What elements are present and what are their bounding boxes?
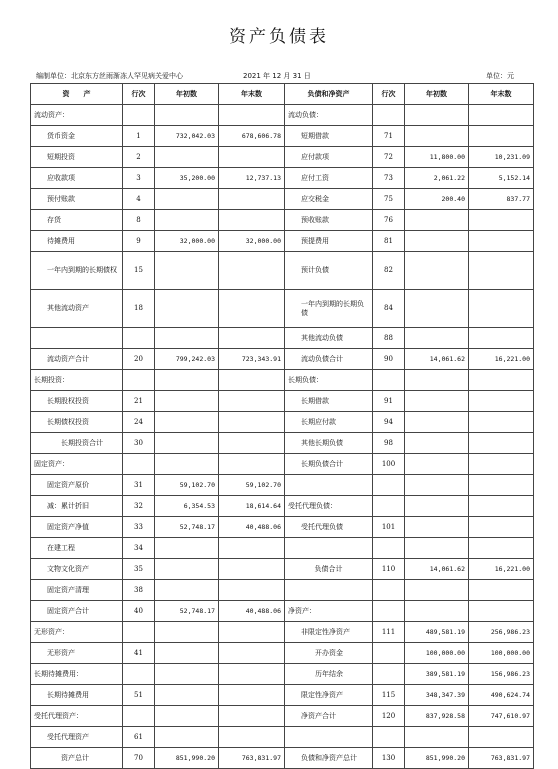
asset-end-value: 723,343.91 bbox=[219, 349, 285, 370]
asset-line-no: 24 bbox=[123, 412, 155, 433]
asset-item: 待摊费用 bbox=[31, 231, 123, 252]
asset-item: 受托代理资产 bbox=[31, 727, 123, 748]
asset-item: 无形资产 bbox=[31, 643, 123, 664]
liability-item: 流动负债合计 bbox=[285, 349, 373, 370]
liability-begin-value bbox=[405, 727, 469, 748]
liability-item: 其他流动负债 bbox=[285, 328, 373, 349]
asset-end-value bbox=[219, 189, 285, 210]
liability-item: 负债和净资产总计 bbox=[285, 748, 373, 769]
asset-end-value: 32,000.00 bbox=[219, 231, 285, 252]
liability-item: 负债合计 bbox=[285, 559, 373, 580]
asset-end-value bbox=[219, 454, 285, 475]
asset-end-value bbox=[219, 147, 285, 168]
liability-item: 短期借款 bbox=[285, 126, 373, 147]
liability-item: 一年内到期的长期负债 bbox=[285, 290, 373, 328]
liability-line-no: 88 bbox=[373, 328, 405, 349]
asset-line-no bbox=[123, 706, 155, 727]
liability-begin-value bbox=[405, 328, 469, 349]
asset-line-no bbox=[123, 664, 155, 685]
asset-line-no: 32 bbox=[123, 496, 155, 517]
asset-end-value bbox=[219, 210, 285, 231]
asset-begin-value bbox=[155, 454, 219, 475]
liability-line-no: 110 bbox=[373, 559, 405, 580]
liability-item bbox=[285, 538, 373, 559]
liability-line-no: 71 bbox=[373, 126, 405, 147]
liability-line-no bbox=[373, 105, 405, 126]
liability-item: 长期负债合计 bbox=[285, 454, 373, 475]
asset-item: 资产总计 bbox=[31, 748, 123, 769]
liability-end-value: 10,231.09 bbox=[469, 147, 534, 168]
liability-end-value bbox=[469, 727, 534, 748]
table-row bbox=[31, 727, 534, 748]
liability-item: 受托代理负债： bbox=[285, 496, 373, 517]
liability-line-no: 91 bbox=[373, 391, 405, 412]
liability-line-no: 130 bbox=[373, 748, 405, 769]
liability-line-no: 76 bbox=[373, 210, 405, 231]
liability-line-no: 111 bbox=[373, 622, 405, 643]
table-row bbox=[31, 147, 534, 168]
liability-begin-value: 14,061.62 bbox=[405, 559, 469, 580]
liability-item: 长期应付款 bbox=[285, 412, 373, 433]
table-row bbox=[31, 210, 534, 231]
asset-end-value bbox=[219, 370, 285, 391]
asset-line-no bbox=[123, 328, 155, 349]
liability-end-value bbox=[469, 580, 534, 601]
asset-end-value: 12,737.13 bbox=[219, 168, 285, 189]
liability-begin-value: 389,581.19 bbox=[405, 664, 469, 685]
asset-begin-value bbox=[155, 559, 219, 580]
liability-line-no: 84 bbox=[373, 290, 405, 328]
page-title: 资产负债表 bbox=[229, 27, 329, 47]
asset-begin-value: 6,354.53 bbox=[155, 496, 219, 517]
asset-end-value bbox=[219, 643, 285, 664]
liability-item: 预提费用 bbox=[285, 231, 373, 252]
liability-item: 非限定性净资产 bbox=[285, 622, 373, 643]
asset-begin-value bbox=[155, 538, 219, 559]
liability-begin-value: 200.40 bbox=[405, 189, 469, 210]
liability-item: 预计负债 bbox=[285, 252, 373, 290]
liability-line-no: 100 bbox=[373, 454, 405, 475]
asset-line-no: 9 bbox=[123, 231, 155, 252]
asset-begin-value bbox=[155, 727, 219, 748]
liability-end-value: 16,221.00 bbox=[469, 349, 534, 370]
col-header-end: 年末数 bbox=[219, 84, 285, 105]
asset-begin-value: 52,748.17 bbox=[155, 517, 219, 538]
asset-line-no: 41 bbox=[123, 643, 155, 664]
table-row bbox=[31, 538, 534, 559]
asset-line-no: 15 bbox=[123, 252, 155, 290]
asset-begin-value: 32,000.00 bbox=[155, 231, 219, 252]
liability-line-no bbox=[373, 538, 405, 559]
asset-item: 应收款项 bbox=[31, 168, 123, 189]
asset-line-no: 8 bbox=[123, 210, 155, 231]
col-header-assets: 资 产 bbox=[31, 84, 123, 105]
asset-end-value bbox=[219, 290, 285, 328]
table-row bbox=[31, 349, 534, 370]
asset-end-value bbox=[219, 664, 285, 685]
table-row bbox=[31, 290, 534, 328]
liability-end-value bbox=[469, 412, 534, 433]
liability-line-no: 90 bbox=[373, 349, 405, 370]
asset-item: 长期股权投资 bbox=[31, 391, 123, 412]
table-row bbox=[31, 412, 534, 433]
liability-item: 应交税金 bbox=[285, 189, 373, 210]
liability-begin-value bbox=[405, 412, 469, 433]
asset-item: 一年内到期的长期债权 bbox=[31, 252, 123, 290]
liability-begin-value: 348,347.39 bbox=[405, 685, 469, 706]
liability-line-no: 72 bbox=[373, 147, 405, 168]
header-row bbox=[31, 84, 534, 105]
liability-begin-value bbox=[405, 290, 469, 328]
liability-end-value bbox=[469, 391, 534, 412]
liability-end-value bbox=[469, 210, 534, 231]
liability-end-value: 156,986.23 bbox=[469, 664, 534, 685]
table-row bbox=[31, 517, 534, 538]
liability-begin-value bbox=[405, 454, 469, 475]
asset-begin-value bbox=[155, 706, 219, 727]
asset-item: 流动资产： bbox=[31, 105, 123, 126]
asset-end-value: 40,488.06 bbox=[219, 601, 285, 622]
asset-begin-value bbox=[155, 252, 219, 290]
asset-line-no: 51 bbox=[123, 685, 155, 706]
liability-end-value bbox=[469, 370, 534, 391]
liability-begin-value: 851,990.20 bbox=[405, 748, 469, 769]
liability-line-no: 82 bbox=[373, 252, 405, 290]
table-row bbox=[31, 664, 534, 685]
liability-begin-value bbox=[405, 517, 469, 538]
col-header-line: 行次 bbox=[123, 84, 155, 105]
asset-line-no: 20 bbox=[123, 349, 155, 370]
liability-end-value bbox=[469, 105, 534, 126]
table-row bbox=[31, 252, 534, 290]
liability-line-no bbox=[373, 727, 405, 748]
liability-line-no: 94 bbox=[373, 412, 405, 433]
table-row bbox=[31, 189, 534, 210]
asset-item: 无形资产： bbox=[31, 622, 123, 643]
liability-line-no bbox=[373, 370, 405, 391]
liability-item: 长期借款 bbox=[285, 391, 373, 412]
table-row bbox=[31, 643, 534, 664]
liability-line-no: 73 bbox=[373, 168, 405, 189]
asset-end-value bbox=[219, 391, 285, 412]
asset-item bbox=[31, 328, 123, 349]
liability-line-no: 120 bbox=[373, 706, 405, 727]
asset-begin-value bbox=[155, 664, 219, 685]
liability-item: 限定性净资产 bbox=[285, 685, 373, 706]
asset-item: 货币资金 bbox=[31, 126, 123, 147]
liability-line-no: 81 bbox=[373, 231, 405, 252]
asset-end-value bbox=[219, 433, 285, 454]
liability-line-no: 75 bbox=[373, 189, 405, 210]
asset-line-no: 70 bbox=[123, 748, 155, 769]
liability-begin-value bbox=[405, 231, 469, 252]
liability-begin-value bbox=[405, 538, 469, 559]
col-header-end: 年末数 bbox=[469, 84, 534, 105]
liability-line-no bbox=[373, 601, 405, 622]
asset-line-no: 18 bbox=[123, 290, 155, 328]
asset-begin-value bbox=[155, 685, 219, 706]
asset-begin-value bbox=[155, 433, 219, 454]
liability-item: 应付工资 bbox=[285, 168, 373, 189]
asset-begin-value bbox=[155, 622, 219, 643]
asset-line-no bbox=[123, 622, 155, 643]
asset-begin-value: 52,748.17 bbox=[155, 601, 219, 622]
asset-item: 长期待摊费用： bbox=[31, 664, 123, 685]
asset-end-value bbox=[219, 727, 285, 748]
liability-line-no: 115 bbox=[373, 685, 405, 706]
table-row bbox=[31, 685, 534, 706]
liability-end-value bbox=[469, 433, 534, 454]
liability-item: 受托代理负债 bbox=[285, 517, 373, 538]
liability-line-no: 101 bbox=[373, 517, 405, 538]
asset-item: 固定资产原价 bbox=[31, 475, 123, 496]
asset-line-no: 3 bbox=[123, 168, 155, 189]
liability-begin-value bbox=[405, 580, 469, 601]
asset-item: 存货 bbox=[31, 210, 123, 231]
liability-begin-value: 14,061.62 bbox=[405, 349, 469, 370]
table-row bbox=[31, 328, 534, 349]
liability-begin-value: 489,581.19 bbox=[405, 622, 469, 643]
liability-line-no bbox=[373, 580, 405, 601]
liability-end-value: 837.77 bbox=[469, 189, 534, 210]
asset-line-no: 31 bbox=[123, 475, 155, 496]
liability-begin-value: 100,000.00 bbox=[405, 643, 469, 664]
asset-item: 固定资产： bbox=[31, 454, 123, 475]
liability-item: 长期负债： bbox=[285, 370, 373, 391]
asset-end-value bbox=[219, 538, 285, 559]
asset-line-no: 33 bbox=[123, 517, 155, 538]
asset-begin-value: 59,102.70 bbox=[155, 475, 219, 496]
liability-begin-value bbox=[405, 370, 469, 391]
liability-end-value bbox=[469, 475, 534, 496]
liability-line-no bbox=[373, 475, 405, 496]
asset-item: 固定资产净值 bbox=[31, 517, 123, 538]
report-date: 2021 年 12 月 31 日 bbox=[243, 72, 311, 80]
liability-begin-value bbox=[405, 601, 469, 622]
table-row bbox=[31, 601, 534, 622]
asset-end-value bbox=[219, 252, 285, 290]
table-row bbox=[31, 105, 534, 126]
liability-line-no bbox=[373, 496, 405, 517]
liability-begin-value bbox=[405, 210, 469, 231]
table-row bbox=[31, 559, 534, 580]
liability-begin-value bbox=[405, 391, 469, 412]
liability-item: 净资产： bbox=[285, 601, 373, 622]
liability-begin-value bbox=[405, 433, 469, 454]
asset-begin-value bbox=[155, 147, 219, 168]
liability-end-value: 100,000.00 bbox=[469, 643, 534, 664]
col-header-liabilities: 负债和净资产 bbox=[285, 84, 373, 105]
asset-line-no: 4 bbox=[123, 189, 155, 210]
asset-item: 固定资产合计 bbox=[31, 601, 123, 622]
asset-item: 减：累计折旧 bbox=[31, 496, 123, 517]
asset-item: 短期投资 bbox=[31, 147, 123, 168]
asset-end-value: 18,614.64 bbox=[219, 496, 285, 517]
liability-line-no bbox=[373, 643, 405, 664]
table-row bbox=[31, 748, 534, 769]
liability-end-value bbox=[469, 496, 534, 517]
asset-end-value bbox=[219, 412, 285, 433]
liability-item: 流动负债： bbox=[285, 105, 373, 126]
asset-begin-value bbox=[155, 643, 219, 664]
liability-item: 历年结余 bbox=[285, 664, 373, 685]
asset-end-value: 59,102.70 bbox=[219, 475, 285, 496]
liability-end-value bbox=[469, 252, 534, 290]
col-header-line: 行次 bbox=[373, 84, 405, 105]
liability-item: 预收账款 bbox=[285, 210, 373, 231]
col-header-begin: 年初数 bbox=[405, 84, 469, 105]
asset-item: 长期债权投资 bbox=[31, 412, 123, 433]
asset-begin-value: 35,200.00 bbox=[155, 168, 219, 189]
asset-end-value bbox=[219, 580, 285, 601]
table-row bbox=[31, 168, 534, 189]
table-row bbox=[31, 622, 534, 643]
liability-item: 开办资金 bbox=[285, 643, 373, 664]
liability-end-value bbox=[469, 538, 534, 559]
liability-end-value bbox=[469, 328, 534, 349]
asset-begin-value bbox=[155, 328, 219, 349]
asset-end-value bbox=[219, 685, 285, 706]
asset-end-value: 678,606.78 bbox=[219, 126, 285, 147]
table-row bbox=[31, 496, 534, 517]
table-row bbox=[31, 454, 534, 475]
liability-end-value: 747,610.97 bbox=[469, 706, 534, 727]
asset-begin-value bbox=[155, 290, 219, 328]
asset-line-no bbox=[123, 370, 155, 391]
asset-end-value bbox=[219, 622, 285, 643]
asset-line-no: 61 bbox=[123, 727, 155, 748]
asset-item: 长期投资合计 bbox=[31, 433, 123, 454]
asset-begin-value: 851,990.20 bbox=[155, 748, 219, 769]
liability-begin-value: 11,800.00 bbox=[405, 147, 469, 168]
asset-line-no: 21 bbox=[123, 391, 155, 412]
liability-begin-value bbox=[405, 105, 469, 126]
asset-end-value bbox=[219, 328, 285, 349]
liability-item: 净资产合计 bbox=[285, 706, 373, 727]
liability-end-value bbox=[469, 231, 534, 252]
asset-end-value bbox=[219, 706, 285, 727]
liability-begin-value bbox=[405, 126, 469, 147]
asset-line-no: 34 bbox=[123, 538, 155, 559]
asset-end-value bbox=[219, 105, 285, 126]
liability-item: 应付款项 bbox=[285, 147, 373, 168]
asset-line-no: 1 bbox=[123, 126, 155, 147]
liability-begin-value bbox=[405, 475, 469, 496]
liability-end-value bbox=[469, 454, 534, 475]
liability-begin-value bbox=[405, 496, 469, 517]
asset-begin-value bbox=[155, 391, 219, 412]
liability-item bbox=[285, 580, 373, 601]
asset-begin-value bbox=[155, 105, 219, 126]
asset-begin-value bbox=[155, 580, 219, 601]
liability-begin-value bbox=[405, 252, 469, 290]
table-row bbox=[31, 370, 534, 391]
liability-begin-value: 2,061.22 bbox=[405, 168, 469, 189]
asset-line-no: 40 bbox=[123, 601, 155, 622]
balance-sheet-table bbox=[30, 83, 534, 769]
asset-item: 其他流动资产 bbox=[31, 290, 123, 328]
liability-begin-value: 837,928.58 bbox=[405, 706, 469, 727]
asset-item: 固定资产清理 bbox=[31, 580, 123, 601]
liability-end-value bbox=[469, 126, 534, 147]
asset-line-no: 38 bbox=[123, 580, 155, 601]
asset-line-no bbox=[123, 105, 155, 126]
asset-line-no: 35 bbox=[123, 559, 155, 580]
asset-begin-value bbox=[155, 412, 219, 433]
liability-end-value: 16,221.00 bbox=[469, 559, 534, 580]
asset-begin-value bbox=[155, 210, 219, 231]
asset-begin-value: 799,242.03 bbox=[155, 349, 219, 370]
liability-end-value: 490,624.74 bbox=[469, 685, 534, 706]
asset-item: 长期待摊费用 bbox=[31, 685, 123, 706]
liability-end-value: 256,986.23 bbox=[469, 622, 534, 643]
table-row bbox=[31, 433, 534, 454]
table-row bbox=[31, 580, 534, 601]
liability-end-value bbox=[469, 517, 534, 538]
liability-end-value: 5,152.14 bbox=[469, 168, 534, 189]
asset-line-no: 30 bbox=[123, 433, 155, 454]
asset-item: 预付账款 bbox=[31, 189, 123, 210]
asset-end-value: 763,831.97 bbox=[219, 748, 285, 769]
liability-end-value bbox=[469, 601, 534, 622]
asset-end-value: 40,488.06 bbox=[219, 517, 285, 538]
asset-item: 文物文化资产 bbox=[31, 559, 123, 580]
asset-item: 流动资产合计 bbox=[31, 349, 123, 370]
preparer-label: 编制单位：北京东方丝雨渐冻人罕见病关爱中心 bbox=[36, 72, 183, 80]
table-row bbox=[31, 391, 534, 412]
table-row bbox=[31, 126, 534, 147]
liability-end-value: 763,831.97 bbox=[469, 748, 534, 769]
asset-item: 在建工程 bbox=[31, 538, 123, 559]
liability-end-value bbox=[469, 290, 534, 328]
asset-begin-value bbox=[155, 189, 219, 210]
currency-unit: 单位：元 bbox=[486, 72, 514, 80]
asset-begin-value bbox=[155, 370, 219, 391]
liability-item bbox=[285, 475, 373, 496]
col-header-begin: 年初数 bbox=[155, 84, 219, 105]
asset-line-no: 2 bbox=[123, 147, 155, 168]
table-row bbox=[31, 231, 534, 252]
asset-end-value bbox=[219, 559, 285, 580]
liability-line-no: 98 bbox=[373, 433, 405, 454]
asset-begin-value: 732,042.03 bbox=[155, 126, 219, 147]
asset-item: 长期投资： bbox=[31, 370, 123, 391]
table-row bbox=[31, 475, 534, 496]
table-row bbox=[31, 706, 534, 727]
asset-line-no bbox=[123, 454, 155, 475]
liability-item bbox=[285, 727, 373, 748]
asset-item: 受托代理资产： bbox=[31, 706, 123, 727]
liability-line-no bbox=[373, 664, 405, 685]
liability-item: 其他长期负债 bbox=[285, 433, 373, 454]
